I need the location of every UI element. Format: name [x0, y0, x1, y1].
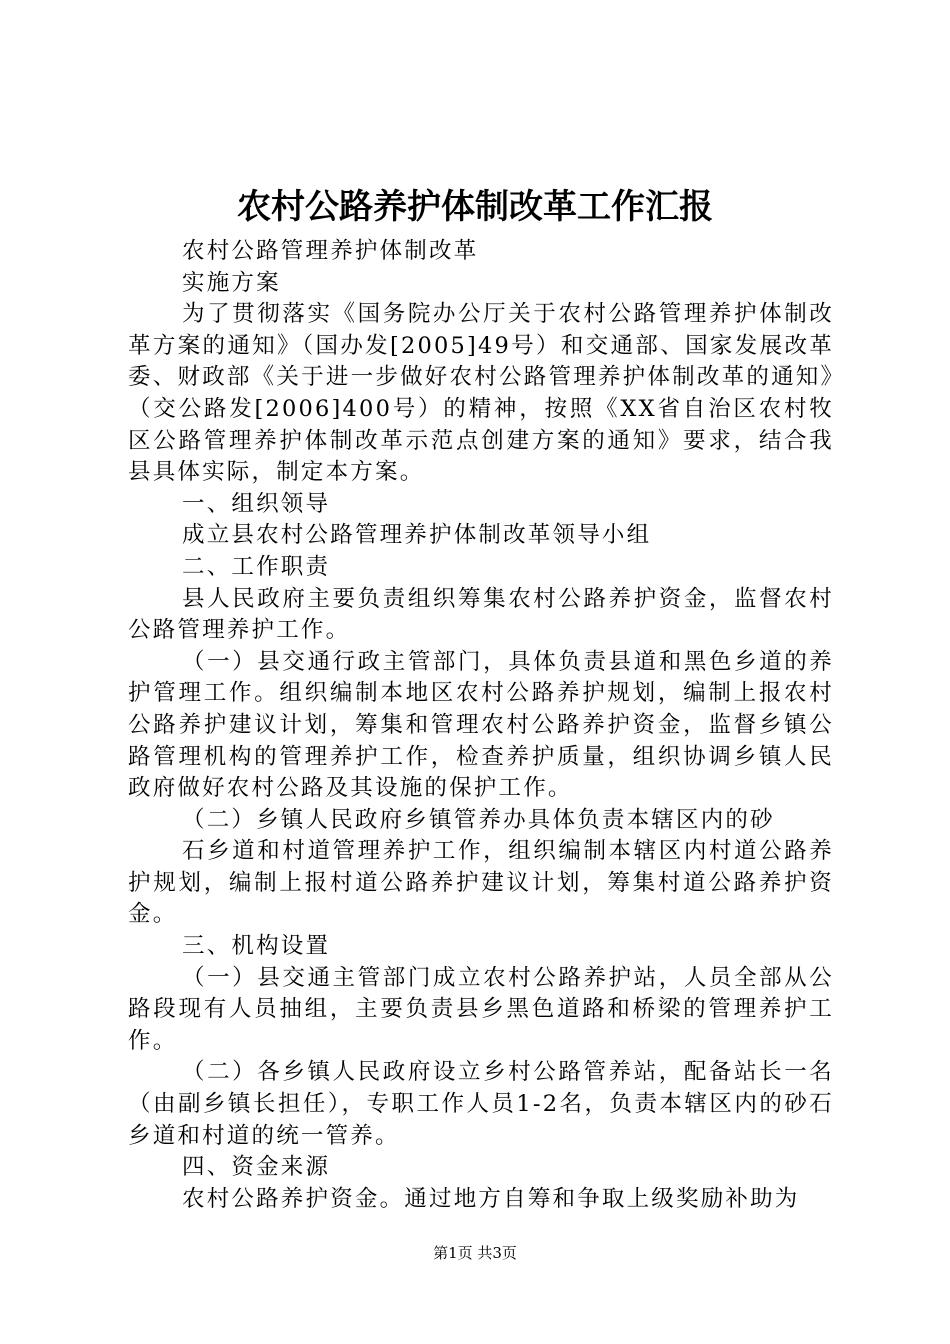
paragraph-heading-line2: 实施方案: [182, 269, 281, 296]
section-heading-organization: 一、组织领导: [182, 490, 331, 517]
paragraph-institution-2: （二）各乡镇人民政府设立乡村公路管养站，配备站长一名（由副乡镇长担任），专职工作人员1-2名，负责本辖区内的砂石乡道和村道的统一管养。: [128, 1059, 834, 1149]
paragraph-intro: 为了贯彻落实《国务院办公厅关于农村公路管理养护体制改革方案的通知》（国办发[2005]49号）和交通部、国家发展改革委、财政部《关于进一步做好农村公路管理养护体制改革的通知》（交公路发[2006]400号）的精神，按照《XX省自治区农村牧区公路管理养护体制改革示范点创建方案的通知》要求，结合我县具体实际，制定本方案。: [128, 301, 834, 486]
section-heading-funding: 四、资金来源: [182, 1154, 331, 1181]
paragraph-duty-2-start: （二）乡镇人民政府乡镇管养办具体负责本辖区内的砂: [182, 806, 775, 833]
document-title: 农村公路养护体制改革工作汇报: [237, 187, 713, 227]
page-number-footer: 第1页 共3页: [433, 1244, 517, 1262]
paragraph-heading-line1: 农村公路管理养护体制改革: [182, 238, 479, 264]
paragraph-duty-2-cont: 石乡道和村道管理养护工作，组织编制本辖区内村道公路养护规划，编制上报村道公路养护建议计划，筹集村道公路养护资金。: [128, 838, 834, 928]
paragraph-leadership-group: 成立县农村公路管理养护体制改革领导小组: [182, 522, 652, 549]
paragraph-duty-1: （一）县交通行政主管部门，具体负责县道和黑色乡道的养护管理工作。组织编制本地区农村公路养护规划，编制上报农村公路养护建议计划，筹集和管理农村公路养护资金，监督乡镇公路管理机构的管理养护工作，检查养护质量，组织协调乡镇人民政府做好农村公路及其设施的保护工作。: [128, 648, 834, 802]
section-heading-institutions: 三、机构设置: [182, 933, 331, 960]
paragraph-institution-1: （一）县交通主管部门成立农村公路养护站，人员全部从公路段现有人员抽组，主要负责县乡黑色道路和桥梁的管理养护工作。: [128, 964, 834, 1054]
paragraph-county-government: 县人民政府主要负责组织筹集农村公路养护资金，监督农村公路管理养护工作。: [128, 585, 834, 644]
paragraph-funding: 农村公路养护资金。通过地方自筹和争取上级奖励补助为: [182, 1185, 800, 1212]
section-heading-duties: 二、工作职责: [182, 553, 331, 580]
document-body: [128, 236, 834, 1215]
